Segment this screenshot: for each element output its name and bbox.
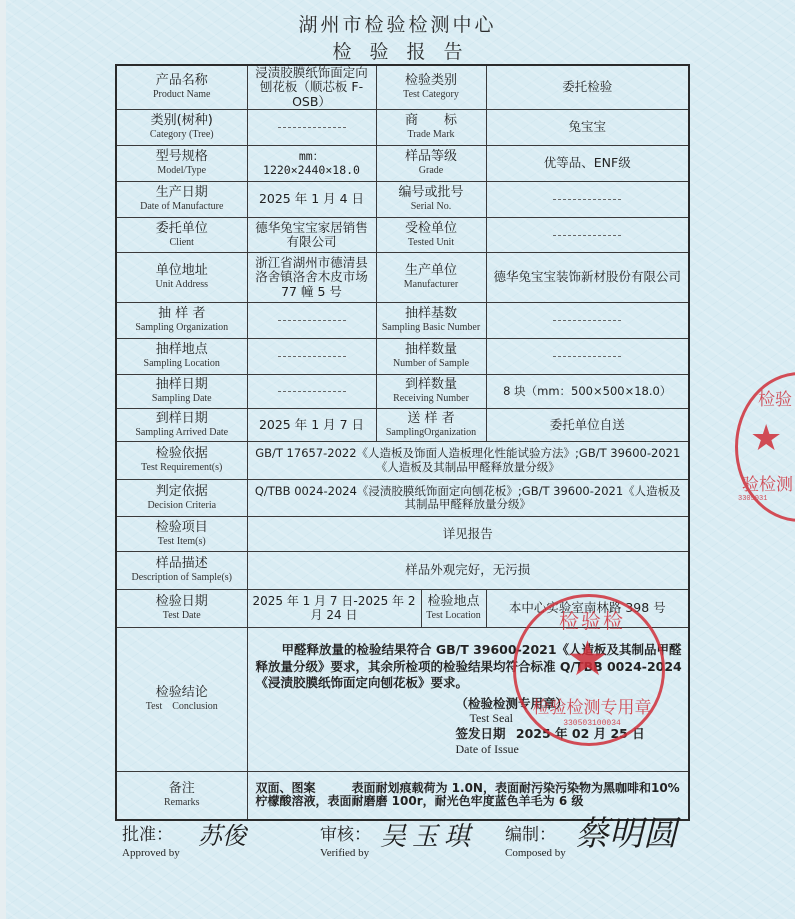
row-product-name [116, 65, 689, 110]
label-sender: 送 样 者 SamplingOrganization [376, 409, 486, 442]
value-serial-no [486, 182, 689, 218]
value-sample-description: 样品外观完好，无污损 [247, 552, 689, 590]
row-test-requirements [116, 442, 689, 480]
side-seal [735, 372, 795, 522]
empty-dash [278, 391, 346, 392]
seal-block [456, 696, 683, 757]
value-decision-criteria: Q/TBB 0024-2024《浸渍胶膜纸饰面定向刨花板》;GB/T 39600-2021《人造板及其制品甲醛释放量分级》 [247, 480, 689, 517]
composed-signature: 蔡明圆 [575, 814, 677, 854]
verified-by: 审核： Verified by [320, 825, 371, 859]
seal-number: 330503100034 [563, 719, 621, 728]
seal-bottom-text: 检验检测专用章 [532, 698, 652, 718]
row-sampling-org [116, 303, 689, 339]
conclusion-cell [247, 628, 689, 772]
value-sampling-location [247, 339, 376, 375]
composed-by: 编制： Composed by [505, 825, 566, 859]
issue-date: 2025 年 02 月 25 日 [515, 726, 645, 742]
value-client: 德华兔宝宝家居销售有限公司 [247, 218, 376, 253]
label-manufacturer: 生产单位 Manufacturer [376, 253, 486, 303]
org-name: 湖州市检验检测中心 [298, 14, 497, 36]
value-date-of-manufacture: 2025 年 1 月 4 日 [247, 182, 376, 218]
verified-signature: 吴玉琪 [380, 822, 477, 852]
report-table [115, 64, 690, 821]
signature-row [120, 814, 700, 870]
label-test-location: 检验地点 Test Location [421, 590, 486, 628]
doc-title: 检验报告 [332, 41, 481, 63]
issue-date-label: 签发日期 [455, 726, 506, 742]
side-seal-top-text: 检验 [758, 390, 792, 410]
label-sample-description: 样品描述 Description of Sample(s) [116, 552, 247, 590]
value-product-name: 浸渍胶膜纸饰面定向刨花板（顺芯板 F-OSB） [247, 65, 376, 110]
label-conclusion: 检验结论 Test Conclusion [116, 628, 247, 772]
seal-label: （检验检测专用章） [455, 695, 569, 711]
label-sampling-org: 抽 样 者 Sampling Organization [116, 303, 247, 339]
label-model-type: 型号规格 Model/Type [116, 146, 247, 182]
row-sampling-date [116, 375, 689, 409]
label-sampling-arrived-date: 到样日期 Sampling Arrived Date [116, 409, 247, 442]
empty-dash [278, 320, 346, 321]
row-category [116, 110, 689, 146]
label-receiving-number: 到样数量 Receiving Number [376, 375, 486, 409]
value-test-category: 委托检验 [486, 65, 689, 110]
value-manufacturer: 德华兔宝宝装饰新材股份有限公司 [486, 253, 689, 303]
empty-dash [553, 356, 621, 357]
row-model [116, 146, 689, 182]
label-number-of-sample: 抽样数量 Number of Sample [376, 339, 486, 375]
value-remarks: 双面、图案 表面耐划痕载荷为 1.0N，表面耐污染污染物为黑咖啡和10%柠檬酸溶液，表面耐磨磨 100r，耐光色牢度蓝色羊毛为 6 级 [247, 772, 689, 820]
star-icon: ★ [566, 631, 610, 687]
seal-arc-text: 检验检 [559, 609, 625, 633]
row-test-date [116, 590, 689, 628]
value-sampling-arrived-date: 2025 年 1 月 7 日 [247, 409, 376, 442]
empty-dash [278, 356, 346, 357]
value-test-location: 本中心实验室南林路 398 号 [486, 590, 689, 628]
value-sampling-date [247, 375, 376, 409]
label-trade-mark: 商 标 Trade Mark [376, 110, 486, 146]
row-arrived-date [116, 409, 689, 442]
approved-by: 批准： Approved by [122, 825, 180, 859]
side-seal-bottom-text: 验检测 [742, 475, 793, 495]
label-test-category: 检验类别 Test Category [376, 65, 486, 110]
value-number-of-sample [486, 339, 689, 375]
page-edge [0, 0, 6, 919]
issue-date-label-en: Date of Issue [455, 741, 519, 756]
label-decision-criteria: 判定依据 Decision Criteria [116, 480, 247, 517]
value-grade: 优等品、ENF级 [486, 146, 689, 182]
value-sender: 委托单位自送 [486, 409, 689, 442]
label-unit-address: 单位地址 Unit Address [116, 253, 247, 303]
value-test-requirements: GB/T 17657-2022《人造板及饰面人造板理化性能试验方法》;GB/T 39600-2021《人造板及其制品甲醛释放量分级》 [247, 442, 689, 480]
value-unit-address: 浙江省湖州市德清县洛舍镇洛舍木皮市场 77 幢 5 号 [247, 253, 376, 303]
label-date-of-manufacture: 生产日期 Date of Manufacture [116, 182, 247, 218]
value-receiving-number: 8 块（mm：500×500×18.0） [486, 375, 689, 409]
row-conclusion [116, 628, 689, 772]
label-sampling-basic-number: 抽样基数 Sampling Basic Number [376, 303, 486, 339]
row-client [116, 218, 689, 253]
value-category-tree [247, 110, 376, 146]
label-remarks: 备注 Remarks [116, 772, 247, 820]
label-sampling-date: 抽样日期 Sampling Date [116, 375, 247, 409]
value-test-items: 详见报告 [247, 517, 689, 552]
empty-dash [553, 199, 621, 200]
value-trade-mark: 兔宝宝 [486, 110, 689, 146]
label-sampling-location: 抽样地点 Sampling Location [116, 339, 247, 375]
row-sampling-location [116, 339, 689, 375]
value-test-date: 2025 年 1 月 7 日-2025 年 2 月 24 日 [247, 590, 421, 628]
row-address [116, 253, 689, 303]
label-product-name: 产品名称 Product Name [116, 65, 247, 110]
value-model-type: mm：1220×2440×18.0 [247, 146, 376, 182]
seal-label-en: Test Seal [469, 711, 513, 726]
value-sampling-basic-number [486, 303, 689, 339]
label-category-tree: 类别(树种) Category (Tree) [116, 110, 247, 146]
row-test-items [116, 517, 689, 552]
label-test-requirements: 检验依据 Test Requirement(s) [116, 442, 247, 480]
label-serial-no: 编号或批号 Serial No. [376, 182, 486, 218]
row-decision-criteria [116, 480, 689, 517]
label-grade: 样品等级 Grade [376, 146, 486, 182]
label-test-date: 检验日期 Test Date [116, 590, 247, 628]
conclusion-text: 甲醛释放量的检验结果符合 GB/T 39600-2021《人造板及其制品甲醛释放量分级》要求，其余所检项的检验结果均符合标准 Q/TBB 0024-2024《浸渍胶膜纸饰面定向刨花板》要求。 [255, 642, 682, 691]
empty-dash [278, 127, 346, 128]
empty-dash [553, 235, 621, 236]
value-sampling-org [247, 303, 376, 339]
star-icon: ★ [750, 418, 783, 459]
approved-signature: 苏俊 [198, 822, 246, 850]
row-manufacture-date [116, 182, 689, 218]
empty-dash [553, 320, 621, 321]
value-tested-unit [486, 218, 689, 253]
label-test-items: 检验项目 Test Item(s) [116, 517, 247, 552]
side-seal-number: 3305031 [738, 495, 768, 503]
label-tested-unit: 受检单位 Tested Unit [376, 218, 486, 253]
label-client: 委托单位 Client [116, 218, 247, 253]
row-sample-description [116, 552, 689, 590]
